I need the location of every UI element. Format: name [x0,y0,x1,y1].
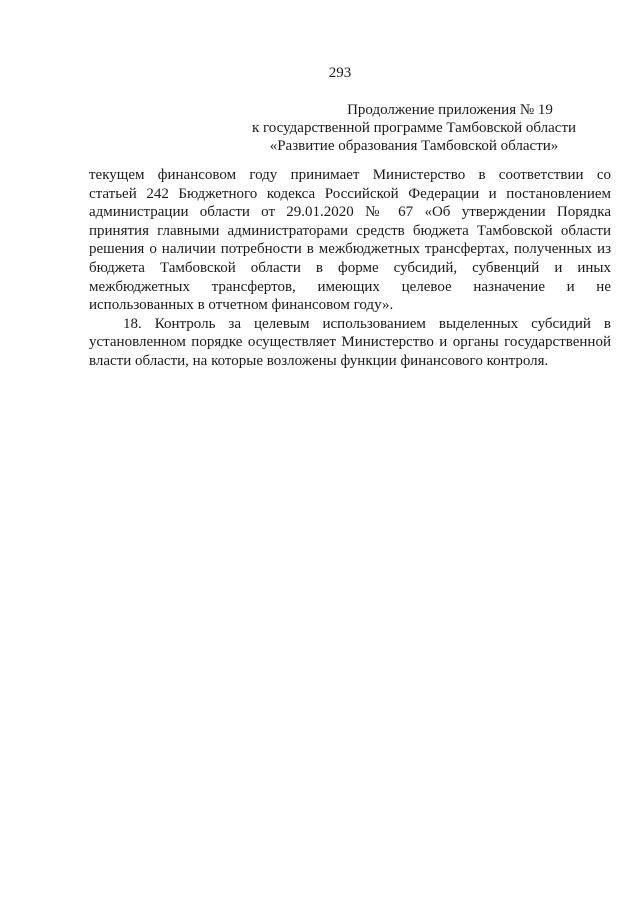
body-text [89,166,611,371]
text-line: установленном порядке осуществляет Министерство и органы государственной [89,334,611,351]
text-line: власти области, на которые возложены функции финансового контроля. [89,352,549,369]
text-line: межбюджетных трансфертов, имеющих целевое назначение и не [89,278,611,295]
appendix-header [234,101,594,155]
paragraph-continuation [89,166,611,315]
appendix-header-line-3: «Развитие образования Тамбовской области» [269,138,559,154]
appendix-header-line-1: Продолжение приложения № 19 [347,102,553,118]
text-line: администрации области от 29.01.2020 № 67 «Об утверждении Порядка [89,204,611,221]
text-line: 18. Контроль за целевым использованием выделенных субсидий в [123,315,611,332]
text-line: использованных в отчетном финансовом году». [89,297,394,314]
text-line: принятия главными администраторами средств бюджета Тамбовской области [89,222,611,239]
text-line: бюджета Тамбовской области в форме субсидий, субвенций и иных [89,259,611,276]
text-line: текущем финансовом году принимает Министерство в соответствии со [89,167,611,183]
text-line: статьей 242 Бюджетного кодекса Российской Федерации и постановлением [89,185,611,202]
text-line: решения о наличии потребности в межбюджетных трансфертах, полученных из [89,241,611,258]
page-number: 293 [328,65,352,81]
paragraph-18 [89,315,611,371]
appendix-header-line-2: к государственной программе Тамбовской области [251,120,577,136]
